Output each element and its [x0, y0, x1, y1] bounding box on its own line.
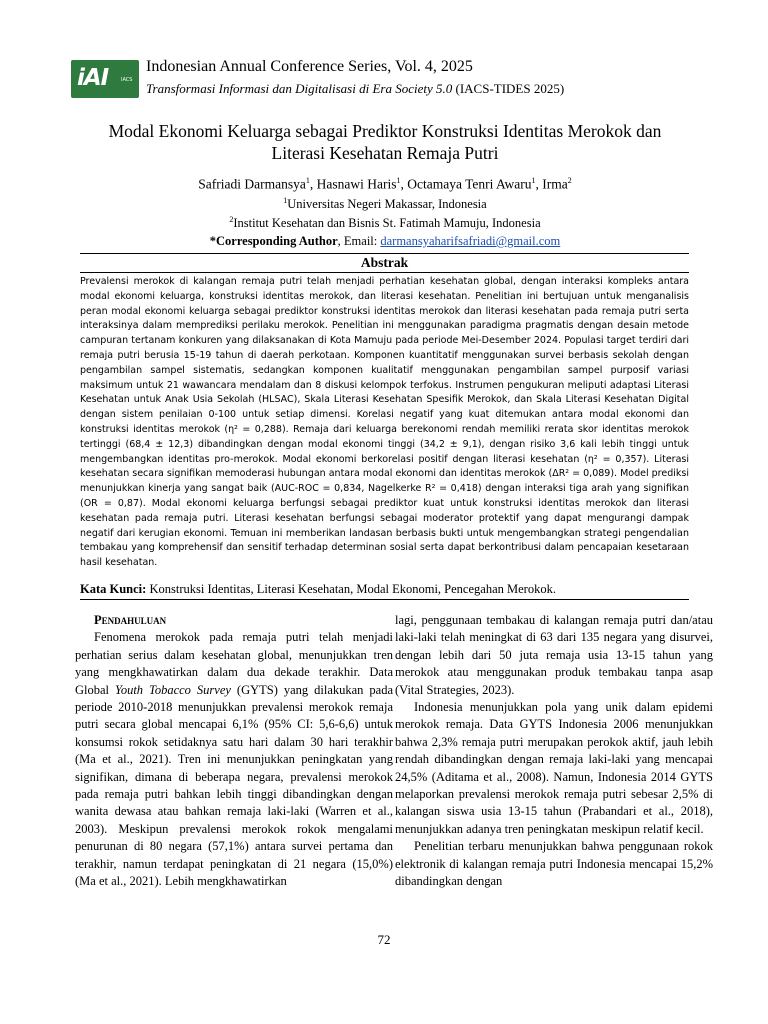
- author-3: Octamaya Tenri Awaru: [407, 176, 532, 192]
- left-column: [75, 612, 393, 891]
- title-line-1: Modal Ekonomi Keluarga sebagai Prediktor Konstruksi Identitas Merokok dan: [108, 121, 662, 141]
- aff-1-text: Universitas Negeri Makassar, Indonesia: [287, 197, 487, 212]
- left-p1-a: Fenomena merokok pada remaja putri telah menjadi perhatian serius dalam kesehatan global, menunjukkan tren yang mengkhawatirkan dalam dua dekade terakhir. Data Global: [75, 630, 393, 697]
- email-label: , Email:: [337, 234, 381, 248]
- abstract-heading: Abstrak: [360, 255, 409, 270]
- aff-1-sup: 1: [283, 196, 288, 205]
- author-2-sup: 1: [396, 176, 401, 185]
- author-4: Irma: [542, 176, 568, 192]
- title-line-2: Literasi Kesehatan Remaja Putri: [271, 143, 499, 163]
- page-number: 72: [377, 932, 391, 947]
- abstract-heading-rule: [80, 272, 689, 273]
- keywords-label: Kata Kunci:: [80, 582, 147, 596]
- conference-title: Indonesian Annual Conference Series, Vol. 4, 2025: [146, 58, 473, 75]
- right-paragraph-3: Penelitian terbaru menunjukkan bahwa penggunaan rokok elektronik di kalangan remaja putri Indonesia mencapai 15,2% dibandingkan dengan: [395, 839, 713, 889]
- subtitle-italic: Transformasi Informasi dan Digitalisasi di Era Society 5.0: [146, 81, 453, 96]
- email-link[interactable]: darmansyaharifsafriadi@gmail.com: [380, 234, 561, 248]
- logo-small-text: IACS: [121, 77, 133, 83]
- section-heading: Pendahuluan: [94, 613, 167, 627]
- abstract-bottom-rule: [80, 599, 689, 600]
- conference-subtitle: [146, 81, 564, 97]
- author-1: Safriadi Darmansya: [198, 176, 306, 192]
- aff-2-sup: 2: [229, 215, 234, 224]
- abstract-text: Prevalensi merokok di kalangan remaja putri telah menjadi perhatian kesehatan global, dengan interaksi kompleks antara modal ekonomi keluarga, konstruksi identitas merokok, dan literasi kesehatan. Penelitian ini bertujuan untuk menganalisis peran modal ekonomi keluarga sebagai prediktor konstruksi identitas merokok dan literasi kesehatan pada remaja putri serta interaksinya dalam memprediksi perilaku merokok. Penelitian ini menggunakan paradigma pragmatis dengan desain metode campuran tertanam konkuren yang dilaksanakan di Kota Mamuju pada periode Mei-Desember 2024. Populasi target terdiri dari remaja putri berusia 15-19 tahun di daerah perkotaan. Komponen kuantitatif menggunakan survei berbasis sekolah dengan pengambilan sampel sistematis, sedangkan komponen kualitatif menggunakan pengambilan sampel purposif variasi maksimum untuk 21 wawancara mendalam dan 8 diskusi kelompok terfokus. Instrumen pengukuran meliputi adaptasi Literasi Kesehatan untuk Anak Usia Sekolah (HLSAC), Skala Literasi Kesehatan Spesifik Merokok, dan Skala Literasi Kesehatan Digital dengan sistem penilaian 0-100 untuk setiap dimensi. Korelasi negatif yang kuat ditemukan antara modal ekonomi dan konstruksi identitas merokok (η² = 0,288). Remaja dari keluarga berekonomi rendah memiliki rerata skor identitas merokok tertinggi (68,4 ± 12,3) dibandingkan dengan modal ekonomi tinggi (34,2 ± 9,1), dengan risiko 3,6 kali lebih tinggi untuk mengembangkan identitas pro-merokok. Modal ekonomi berkorelasi positif dengan literasi kesehatan (η² = 0,357). Literasi kesehatan secara signifikan memoderasi hubungan antara modal ekonomi dan identitas merokok (ΔR² = 0,089). Model prediksi menunjukkan kinerja yang sangat baik (AUC-ROC = 0,834, Nagelkerke R² = 0,418) dengan interaksi tiga arah yang signifikan (OR = 0,87). Modal ekonomi keluarga berfungsi sebagai prediktor kuat untuk konstruksi identitas merokok dan literasi kesehatan pada remaja putri. Literasi kesehatan berfungsi sebagai moderator protektif yang dapat mengurangi dampak negatif dari kerugian ekonomi. Temuan ini memberikan landasan berbasis bukti untuk mengembangkan strategi pengendalian tembakau yang komprehensif dan sensitif terhadap determinan sosial serta dapat berkontribusi dalam pencapaian kesetaraan hasil kesehatan.: [80, 276, 689, 569]
- affiliation-1: [60, 196, 710, 212]
- right-column: [395, 612, 713, 891]
- right-paragraph-2: Indonesia menunjukkan pola yang unik dalam epidemi merokok remaja. Data GYTS Indonesia 2006 menunjukkan bahwa 2,3% remaja putri merupakan perokok aktif, jauh lebih rendah dibandingkan dengan remaja laki-laki yang mencapai 24,5% (Aditama et al., 2008). Namun, Indonesia 2014 GYTS melaporkan prevalensi merokok remaja putri sebesar 2,5% di kalangan siswa usia 13-15 tahun (Prabandari et al., 2018), menunjukkan adanya tren peningkatan meskipun relatif kecil.: [395, 700, 713, 836]
- right-paragraph-1: lagi, penggunaan tembakau di kalangan remaja putri dan/atau laki-laki telah meningkat di 63 dari 135 negara yang disurvei, dengan lebih dari 50 juta remaja usia 13-15 tahun yang merokok atau menggunakan produk tembakau tanpa asap (Vital Strategies, 2023).: [395, 613, 713, 697]
- corresponding-label: *Corresponding Author: [209, 234, 338, 248]
- keywords: [80, 582, 689, 597]
- left-paragraph-1: [75, 629, 393, 890]
- left-p1-italic: Youth Tobacco Survey: [115, 682, 231, 697]
- logo-text: iAI: [77, 65, 109, 91]
- author-list: Safriadi Darmansya$^1$, Hasnawi Haris$^1$, Octamaya Tenri Awaru$^1$, Irma$^2$: [198, 176, 572, 192]
- author-2: Hasnawi Haris: [316, 176, 397, 192]
- author-4-sup: 2: [567, 176, 572, 185]
- left-p1-b: (GYTS) yang dilakukan pada periode 2010-2018 menunjukkan prevalensi merokok remaja putri secara global mencapai 6,1% (95% CI: 5,6-6,6) untuk konsumsi rokok setidaknya satu hari dalam 30 hari terakhir (Ma et al., 2021). Tren ini menunjukkan peningkatan yang signifikan, dimana di beberapa negara, prevalensi merokok pada remaja putri bahkan lebih tinggi dibandingkan dengan wanita dewasa atau bahkan remaja laki-laki (Warren et al., 2003). Meskipun prevalensi merokok rokok mengalami penurunan di 80 negara (57,1%) antara survei pertama dan terakhir, namun terdapat peningkatan di 21 negara (15,0%) (Ma et al., 2021). Lebih mengkhawatirkan: [75, 682, 394, 889]
- paper-title: [60, 120, 710, 164]
- author-1-sup: 1: [305, 176, 310, 185]
- author-3-sup: 1: [531, 176, 536, 185]
- subtitle-tail: (IACS-TIDES 2025): [452, 81, 565, 96]
- affiliation-2: [60, 215, 710, 231]
- keywords-text: Konstruksi Identitas, Literasi Kesehatan, Modal Ekonomi, Pencegahan Merokok.: [146, 582, 556, 596]
- journal-logo: [71, 60, 139, 98]
- abstract-top-rule: [80, 253, 689, 254]
- corresponding-author: [60, 234, 710, 249]
- aff-2-text: Institut Kesehatan dan Bisnis St. Fatimah Mamuju, Indonesia: [233, 216, 541, 231]
